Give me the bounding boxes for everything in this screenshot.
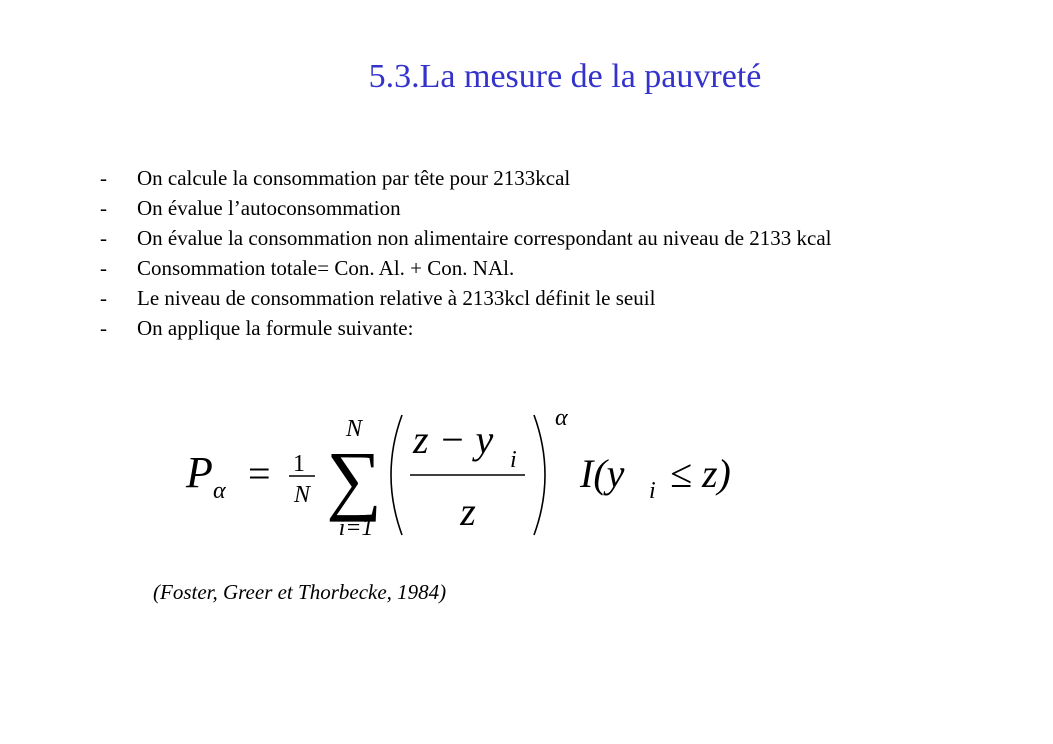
formula-indicator-subscript: i	[649, 478, 656, 504]
list-item	[100, 256, 880, 280]
bullet-marker: -	[100, 166, 107, 190]
citation: (Foster, Greer et Thorbecke, 1984)	[153, 580, 447, 604]
formula-inner-denominator: z	[460, 489, 476, 534]
formula-sum-lower: i=1	[338, 515, 374, 541]
formula-left-paren	[391, 415, 402, 535]
bullet-text: On évalue la consommation non alimentaire correspondant au niveau de 2133 kcal	[137, 226, 832, 250]
bullet-text: On calcule la consommation par tête pour 2133kcal	[137, 166, 571, 190]
bullet-text: Consommation totale= Con. Al. + Con. NAl.	[137, 256, 515, 280]
bullet-marker: -	[100, 196, 107, 220]
bullet-marker: -	[100, 226, 107, 250]
formula-sum-symbol: ∑	[326, 435, 382, 522]
formula-inner-numerator-subscript: i	[510, 447, 517, 473]
bullet-marker: -	[100, 256, 107, 280]
formula-indicator-rest: ≤ z)	[670, 451, 731, 496]
fgt-formula	[170, 395, 770, 550]
bullet-text: On évalue l’autoconsommation	[137, 196, 401, 220]
list-item	[100, 166, 880, 190]
list-item	[100, 316, 880, 340]
formula-sum-upper: N	[345, 416, 363, 442]
slide-title: 5.3.La mesure de la pauvreté	[368, 58, 762, 95]
formula-fraction-numerator: 1	[293, 451, 305, 477]
list-item	[100, 286, 880, 310]
formula-lhs-subscript: α	[213, 478, 226, 504]
formula-exponent: α	[555, 405, 568, 431]
bullet-marker: -	[100, 286, 107, 310]
formula-indicator: I(y	[580, 451, 625, 496]
list-item	[100, 226, 880, 250]
list-item	[100, 196, 880, 220]
formula-inner-numerator: z − y	[413, 417, 494, 462]
formula-fraction-denominator: N	[293, 482, 311, 508]
formula-right-paren	[534, 415, 545, 535]
bullet-list	[100, 166, 880, 346]
bullet-text: On applique la formule suivante:	[137, 316, 414, 340]
formula-lhs: P	[186, 448, 213, 497]
bullet-marker: -	[100, 316, 107, 340]
formula-equals: =	[248, 451, 271, 496]
bullet-text: Le niveau de consommation relative à 2133kcl définit le seuil	[137, 286, 656, 310]
